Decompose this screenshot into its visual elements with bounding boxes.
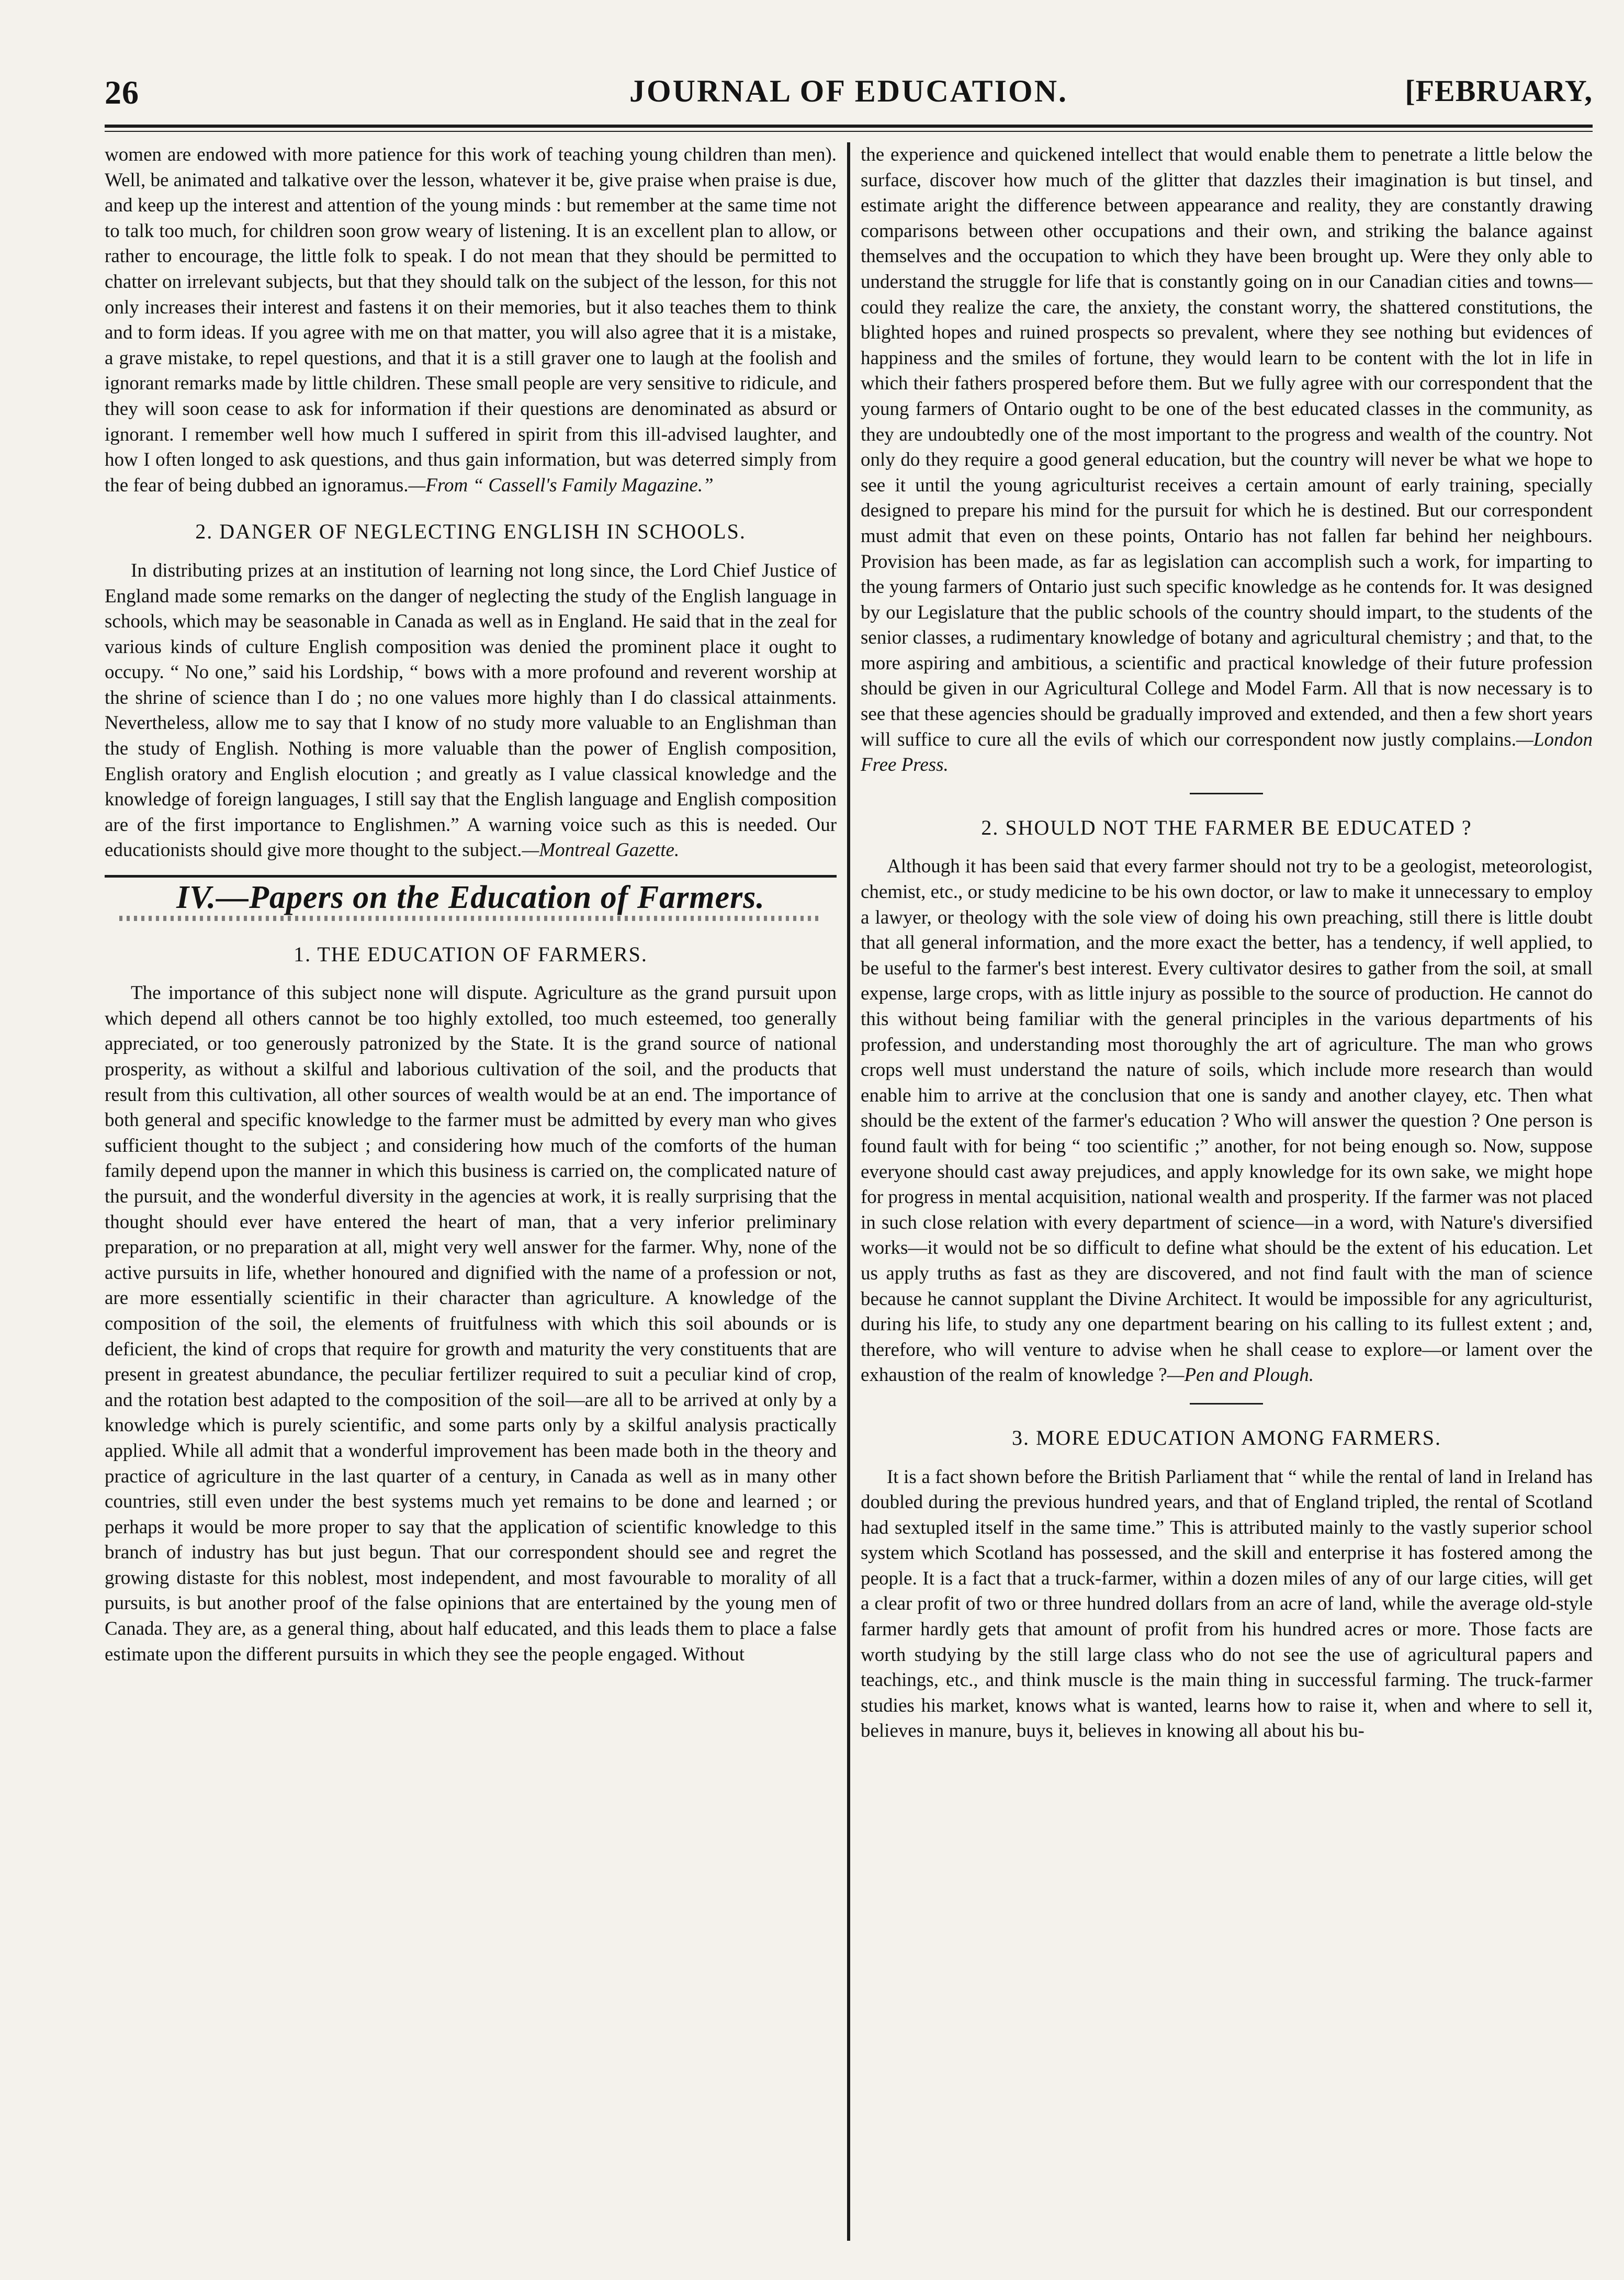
should-article [861,854,1593,1388]
article-continuation [105,142,837,498]
farmers-heading: 1. THE EDUCATION OF FARMERS. [294,942,648,966]
more-heading: 3. MORE EDUCATION AMONG FARMERS. [1011,1425,1442,1450]
left-column [105,142,837,2241]
issue-month: [FEBRUARY, [1405,74,1593,108]
right-column [861,142,1593,2241]
article-separator [1190,793,1263,794]
farmers-source: —London Free Press. [860,728,1593,776]
more-article: It is a fact shown before the British Parliament that “ while the rental of land in Ireland has doubled during the previous hundred years, and that of England tripled, the rental of Scotland had sextupled itself in the same time.” This is attributed mainly to the vastly superior school system which Scotland has possessed, and the skill and enterprise it has fostered among the people. It is a fact that a truck-farmer, within a dozen miles of any of our large cities, will get a clear profit of two or three hundred dollars from an acre of land, while the average old-style farmer hardly gets that amount of profit from his hundred acres or more. Those facts are worth studying by the still large class who do not see the use of agricultural papers and teachings, etc., and think muscle is the main thing in successful farming. The truck-farmer studies his market, knows what is wanted, learns how to raise it, when and where to sell it, believes in manure, buys it, believes in knowing all about his bu- [860,1466,1593,1742]
continuation-source: —From “ Cassell's Family Magazine.” [408,474,714,496]
continuation-text: women are endowed with more patience for this work of teaching young children than men). Well, be animated and talkative over the lesson, whatever it be, give praise when praise is due, and keep up the interest and attention of the young minds : but remember at the same time not to talk too much, for children soon grow weary of listening. It is an excellent plan to allow, or rather to encourage, the little folk to speak. I do not mean that they should be permitted to chatter on irrelevant subjects, but that they should talk on the subject of the lesson, for this not only increases their interest and fastens it on their memories, but it also teaches them to think and to form ideas. If you agree with me on that matter, you will also agree that it is a mistake, a grave mistake, to repel questions, and that it is a still graver one to laugh at the foolish and ignorant remarks made by little children. These small people are very sensitive to ridicule, and they will soon cease to ask for information if their questions are denominated as absurd or ignorant. I remember well how much I suffered in spirit from this ill-advised laughter, and how I often longed to ask questions, and thus gain information, but was deterred simply from the fear of being dubbed an ignoramus. [105,144,837,496]
danger-text: In distributing prizes at an institution of learning not long since, the Lord Chief Justice of England made some remarks on the danger of neglecting the study of the English language in schools, which may be seasonable in Canada as well as in England. He said that in the zeal for various kinds of culture English composition was denied the prominent place it ought to occupy. “ No one,” said his Lordship, “ bows with a more profound and reverent worship at the shrine of science than I do ; no one values more highly than I do classical attainments. Nevertheless, allow me to say that I know of no study more valuable to an Englishman than the study of English. Nothing is more valuable than the power of English composition, English oratory and English elocution ; and greatly as I value classical knowledge and the knowledge of foreign languages, I still say that the English language and English composition are of the first importance to Englishmen.” A warning voice such as this is needed. Our educationists should give more thought to the subject. [105,559,837,861]
should-heading: 2. SHOULD NOT THE FARMER BE EDUCATED ? [981,815,1472,839]
farmers-article: The importance of this subject none will dispute. Agriculture as the grand pursuit upon which depend all others cannot be too highly extolled, too much esteemed, too generally appreciated, or too generously patronized by the State. It is the grand source of national prosperity, as without a skilful and laborious cultivation of the soil, and the products that result from this cultivation, all other sources of wealth would be at an end. The importance of both general and specific knowledge to the farmer must be admitted by every man who gives sufficient thought to the subject ; and considering how much of the comforts of the human family depend upon the manner in which this business is carried on, the complicated nature of the pursuit, and the wonderful diversity in the agencies at work, it is really surprising that the thought should ever have entered the heart of man, that a very inferior preliminary preparation, or no preparation at all, might very well answer for the farmer. Why, none of the active pursuits in life, whether honoured and dignified with the name of a profession or not, are more essentially scientific in their character than agriculture. A knowledge of the composition of the soil, the elements of fruitfulness with which this soil abounds or is deficient, the kind of crops that require for growth and maturity the very constituents that are present in greatest abundance, the peculiar fertilizer required to suit a peculiar kind of crop, and the rotation best adapted to the composition of the soil—are all to be arrived at only by a knowledge which is purely scientific, and some parts only by a skilful analysis practically applied. While all admit that a wonderful improvement has been made both in the theory and practice of agriculture in the last quarter of a century, in Canada as well as in many other countries, still even under the best systems much yet remains to be done and learned ; or perhaps it would be more proper to say that the application of scientific knowledge to this branch of industry has but just begun. That our correspondent should see and regret the growing distaste for this noblest, most independent, and most favourable to morality of all pursuits, is but another proof of the false opinions that are entertained by the young men of Canada. They are, as a general thing, about half educated, and this leads them to place a false estimate upon the different pursuits in which they see the people engaged. Without [105,982,837,1665]
page-number: 26 [105,74,139,111]
header-rule-thin [105,131,1593,132]
should-text: Although it has been said that every farmer should not try to be a geologist, meteorologist, chemist, etc., or study medicine to be his own doctor, or law to make it unnecessary to employ a lawyer, or theology with the sole view of doing his own preaching, still there is little doubt that all general information, and the more exact the better, has a tendency, if well applied, to be useful to the farmer's best interest. Every cultivator desires to gather from the soil, at small expense, large crops, with as little injury as possible to the source of production. He cannot do this without being familiar with the general principles in the various departments of his profession, and understanding most thoroughly the art of agriculture. The man who grows crops well must understand the nature of soils, which include more research than would enable him to arrive at the conclusion that one is sandy and another clayey, etc. Then what should be the extent of the farmer's education ? Who will answer the question ? One person is found fault with for being “ too scientific ;” another, for not being enough so. Now, suppose everyone should cast away prejudices, and apply knowledge for its own sake, we might hope for progress in mental acquisition, national wealth and prosperity. If the farmer was not placed in such close relation with every department of science—in a word, with Nature's diversified works—it would not be so difficult to define what should be the extent of his education. Let us apply truths as fast as they are discovered, and not find fault with the man of science because he cannot supplant the Divine Architect. It would be impossible for any agriculturist, during his life, to study any one department bearing on his calling to its fullest extent ; and, therefore, who will venture to advise when he shall cease to explore—or lament over the exhaustion of the realm of knowledge ? [860,856,1593,1386]
header-rule [105,125,1593,128]
danger-heading: 2. DANGER OF NEGLECTING ENGLISH IN SCHOOLS. [195,520,746,544]
danger-article [105,558,837,863]
should-source: —Pen and Plough. [1167,1364,1314,1386]
column-divider [847,142,850,2241]
page-header [105,73,1593,115]
article-separator-2 [1190,1403,1263,1405]
section-heading: IV.—Papers on the Education of Farmers. [176,880,765,916]
danger-source: —Montreal Gazette. [522,839,680,861]
journal-title: JOURNAL OF EDUCATION. [629,74,1068,108]
farmers-continued [861,142,1593,778]
section-rule [105,875,837,878]
two-column-body [105,142,1593,2241]
farmers-continued-text: the experience and quickened intellect that would enable them to penetrate a little below the surface, discover how much of the glitter that dazzles their imagination is but tinsel, and estimate aright the difference between appearance and reality, they are constantly drawing comparisons between other occupations and their own, and striking the balance against themselves and the occupation to which they have been brought up. Were they only able to understand the struggle for life that is constantly going on in our Canadian cities and towns—could they realize the care, the anxiety, the constant worry, the shattered constitutions, the blighted hopes and ruined prospects so prevalent, where they see nothing but evidences of happiness and the smiles of fortune, they would learn to be content with the lot in life in which their fathers prospered before them. But we fully agree with our correspondent that the young farmers of Ontario ought to be one of the best educated classes in the community, as they are undoubtedly one of the most important to the progress and wealth of the country. Not only do they require a good general education, but the country will never be what we hope to see it until the young agriculturist receives a certain amount of early training, specially designed to prepare his mind for the pursuit for which he is destined. But our correspondent must admit that even on these points, Ontario has not fallen far behind her neighbours. Provision has been made, as far as legislation can accomplish such a work, for imparting to the young farmers of Ontario just such specific knowledge as he contends for. It was designed by our Legislature that the public schools of the country should impart, to the students of the senior classes, a rudimentary knowledge of botany and agricultural chemistry ; and that, to the more aspiring and ambitious, a scientific and practical knowledge of their future profession should be given in our Agricultural College and Model Farm. All that is now necessary is to see that these agencies should be gradually improved and extended, and then a few short years will suffice to cure all the evils of which our correspondent now justly complains. [860,144,1593,750]
ornamental-rule [119,916,822,921]
